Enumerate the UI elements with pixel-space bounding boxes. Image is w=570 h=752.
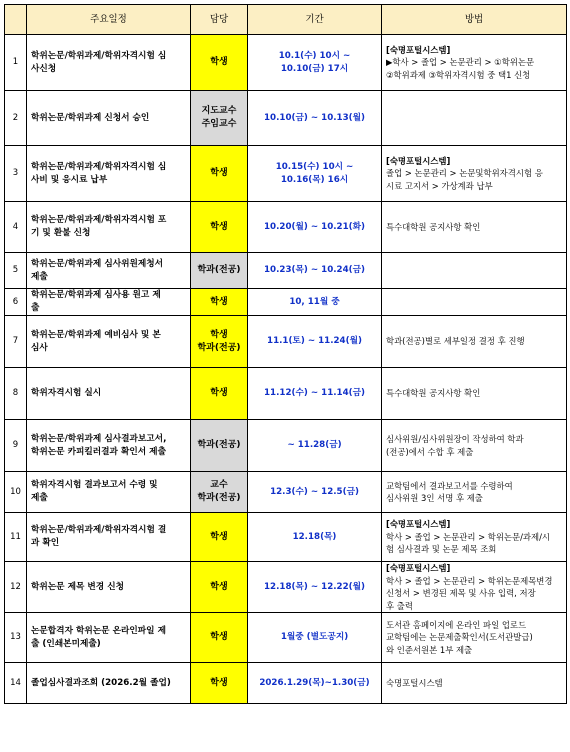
- schedule-row: [5, 613, 567, 663]
- period-line: 11.12(수) ~ 11.14(금): [264, 388, 365, 398]
- row-number: 10: [5, 472, 27, 513]
- owner-line: 학생: [210, 581, 228, 592]
- period-cell: [248, 253, 382, 289]
- schedule-row: [5, 35, 567, 91]
- owner-line: 학생: [210, 388, 228, 398]
- event-line: 심사: [31, 342, 48, 353]
- owner-line: 학과(전공): [197, 265, 241, 275]
- period-cell: [248, 146, 382, 202]
- event-line: 사신청: [31, 63, 57, 74]
- period-line: 2026.1.29(목)~1.30(금): [259, 677, 370, 688]
- owner-cell: [191, 613, 248, 663]
- method-cell: [382, 35, 567, 91]
- event-cell: [27, 472, 191, 513]
- owner-cell: [191, 35, 248, 91]
- period-line: 1월중 (별도공지): [280, 632, 349, 642]
- method-cell: [382, 613, 567, 663]
- event-line: 학위논문 카피킬러결과 확인서 제출: [31, 446, 166, 457]
- period-line: 10.15(수) 10시 ~: [275, 161, 354, 172]
- method-cell: [382, 289, 567, 316]
- period-cell: [248, 368, 382, 420]
- method-title: [숙명포털시스템]: [386, 44, 451, 55]
- event-line: 학위논문/학위과제/학위자격시험 결: [31, 525, 167, 535]
- period-line: 10.23(목) ~ 10.24(금): [264, 265, 365, 275]
- method-line: 신청서 > 변경된 제목 및 사유 입력, 저장: [386, 588, 536, 598]
- event-cell: [27, 146, 191, 202]
- method-line: 교학팀에서 결과보고서를 수령하여: [386, 480, 513, 491]
- period-cell: [248, 420, 382, 472]
- method-title: [숙명포털시스템]: [386, 563, 451, 573]
- period-line: 10.1(수) 10시 ~: [278, 50, 351, 61]
- event-line: 학위자격시험 결과보고서 수령 및: [31, 480, 158, 490]
- event-line: 출: [31, 303, 40, 313]
- owner-cell: [191, 91, 248, 146]
- event-line: 기 및 환불 신청: [31, 228, 91, 238]
- method-cell: [382, 316, 567, 368]
- schedule-row: [5, 663, 567, 704]
- owner-line: 학과(전공): [197, 342, 241, 353]
- schedule-row: [5, 146, 567, 202]
- period-line: 12.18(목) ~ 12.22(월): [264, 581, 365, 592]
- method-line: 졸업 > 논문관리 > 논문및학위자격시험 응: [386, 168, 543, 179]
- method-title: [숙명포털시스템]: [386, 155, 451, 166]
- period-line: ~ 11.28(금): [287, 440, 342, 450]
- owner-cell: [191, 316, 248, 368]
- schedule-row: [5, 562, 567, 613]
- method-cell: [382, 420, 567, 472]
- header-event: 주요일정: [27, 5, 191, 35]
- header-method: 방법: [382, 5, 567, 35]
- owner-line: 학생: [210, 221, 228, 232]
- event-cell: [27, 613, 191, 663]
- method-cell: [382, 562, 567, 613]
- event-cell: [27, 91, 191, 146]
- row-number: 7: [5, 316, 27, 368]
- owner-line: 학생: [210, 329, 228, 340]
- method-cell: [382, 663, 567, 704]
- owner-line: 학생: [210, 296, 228, 307]
- owner-cell: [191, 663, 248, 704]
- method-line: (전공)에서 수합 후 제출: [386, 446, 474, 457]
- event-line: 학위논문/학위과제 심사위원제청서: [31, 258, 164, 269]
- row-number: 9: [5, 420, 27, 472]
- event-line: 학위논문/학위과제 심사용 원고 제: [31, 290, 161, 300]
- event-line: 출 (인쇄본미제출): [31, 638, 101, 649]
- period-line: 10.10(금) ~ 10.13(월): [264, 112, 365, 123]
- owner-cell: [191, 562, 248, 613]
- method-line: 와 인준서원본 1부 제출: [386, 644, 473, 655]
- row-number: 6: [5, 289, 27, 316]
- period-cell: [248, 289, 382, 316]
- owner-line: 학생: [210, 677, 228, 688]
- method-cell: [382, 146, 567, 202]
- owner-cell: [191, 253, 248, 289]
- owner-cell: [191, 368, 248, 420]
- owner-line: 학생: [210, 632, 228, 642]
- event-cell: [27, 420, 191, 472]
- schedule-row: [5, 513, 567, 562]
- method-cell: [382, 472, 567, 513]
- event-cell: [27, 368, 191, 420]
- method-line: 심사위원/심사위원장이 작성하여 학과: [386, 434, 524, 444]
- period-line: 10.16(목) 16시: [280, 174, 349, 185]
- event-line: 제출: [31, 271, 48, 282]
- method-line: 특수대학원 공지사항 확인: [386, 388, 481, 399]
- event-line: 학위논문/학위과제/학위자격시험 심: [31, 161, 167, 172]
- schedule-table: [4, 4, 567, 704]
- owner-line: 학과(전공): [197, 493, 241, 503]
- row-number: 8: [5, 368, 27, 420]
- method-line: 학과(전공)별로 세부일정 결정 후 진행: [386, 336, 525, 347]
- period-line: 10.10(금) 17시: [280, 63, 349, 74]
- period-cell: [248, 35, 382, 91]
- event-cell: [27, 253, 191, 289]
- event-line: 학위논문/학위과제/학위자격시험 심: [31, 50, 167, 61]
- period-cell: [248, 663, 382, 704]
- event-cell: [27, 316, 191, 368]
- owner-line: 학과(전공): [197, 440, 241, 450]
- event-line: 논문합격자 학위논문 온라인파일 제: [31, 625, 166, 636]
- method-title: [숙명포털시스템]: [386, 519, 451, 530]
- schedule-row: [5, 368, 567, 420]
- method-line: 특수대학원 공지사항 확인: [386, 221, 481, 232]
- row-number: 2: [5, 91, 27, 146]
- header-no: [5, 5, 27, 35]
- period-cell: [248, 613, 382, 663]
- method-line: 심사위원 3인 서명 후 제출: [386, 493, 483, 503]
- header-owner: 담당: [191, 5, 248, 35]
- owner-cell: [191, 513, 248, 562]
- period-cell: [248, 91, 382, 146]
- event-cell: [27, 289, 191, 316]
- event-line: 사비 및 응시료 납부: [31, 174, 108, 185]
- row-number: 14: [5, 663, 27, 704]
- event-cell: [27, 35, 191, 91]
- method-line: 후 출력: [386, 600, 413, 611]
- row-number: 4: [5, 202, 27, 253]
- method-line: ②학위과제 ③학위자격시험 중 택1 신청: [386, 69, 531, 80]
- owner-cell: [191, 289, 248, 316]
- period-cell: [248, 513, 382, 562]
- schedule-row: [5, 91, 567, 146]
- period-cell: [248, 562, 382, 613]
- period-cell: [248, 316, 382, 368]
- header-row: [5, 5, 567, 35]
- period-cell: [248, 202, 382, 253]
- row-number: 1: [5, 35, 27, 91]
- row-number: 11: [5, 513, 27, 562]
- method-line: 숙명포털시스템: [386, 677, 443, 688]
- header-period: 기간: [248, 5, 382, 35]
- method-line: ▶학사 > 졸업 > 논문관리 > ①학위논문: [386, 57, 535, 68]
- event-line: 제출: [31, 493, 48, 503]
- method-cell: [382, 253, 567, 289]
- owner-line: 학생: [210, 168, 228, 178]
- schedule-row: [5, 316, 567, 368]
- period-cell: [248, 472, 382, 513]
- row-number: 12: [5, 562, 27, 613]
- owner-cell: [191, 472, 248, 513]
- method-line: 도서관 홈페이지에 온라인 파일 업로드: [386, 619, 527, 630]
- period-line: 12.3(수) ~ 12.5(금): [270, 486, 359, 497]
- event-cell: [27, 562, 191, 613]
- event-line: 과 확인: [31, 538, 60, 548]
- row-number: 3: [5, 146, 27, 202]
- owner-line: 주임교수: [201, 119, 237, 129]
- schedule-body: [5, 35, 567, 704]
- owner-cell: [191, 420, 248, 472]
- event-cell: [27, 663, 191, 704]
- method-line: 험 심사결과 및 논문 제목 조회: [386, 544, 497, 555]
- event-line: 졸업심사결과조회 (2026.2월 졸업): [31, 677, 171, 688]
- event-line: 학위논문/학위과제 심사결과보고서,: [31, 433, 167, 444]
- period-line: 11.1(토) ~ 11.24(월): [267, 336, 362, 346]
- period-line: 10.20(월) ~ 10.21(화): [264, 221, 365, 232]
- method-line: 학사 > 졸업 > 논문관리 > 학위논문/과제/시: [386, 531, 551, 542]
- method-line: 시료 고지서 > 가상계좌 납부: [386, 180, 493, 191]
- row-number: 5: [5, 253, 27, 289]
- method-cell: [382, 368, 567, 420]
- owner-line: 학생: [210, 531, 228, 542]
- owner-cell: [191, 202, 248, 253]
- schedule-row: [5, 472, 567, 513]
- schedule-row: [5, 253, 567, 289]
- event-line: 학위논문 제목 변경 신청: [31, 581, 124, 592]
- owner-line: 지도교수: [201, 106, 237, 116]
- method-cell: [382, 202, 567, 253]
- method-cell: [382, 91, 567, 146]
- event-line: 학위논문/학위과제 예비심사 및 본: [31, 329, 161, 340]
- event-cell: [27, 513, 191, 562]
- owner-line: 학생: [210, 57, 228, 67]
- event-cell: [27, 202, 191, 253]
- period-line: 10, 11월 중: [289, 296, 340, 307]
- schedule-row: [5, 289, 567, 316]
- owner-line: 교수: [210, 480, 228, 490]
- method-line: 교학팀에는 논문제출확인서(도서관발급): [386, 632, 533, 643]
- schedule-row: [5, 420, 567, 472]
- owner-cell: [191, 146, 248, 202]
- event-line: 학위논문/학위과제 신청서 승인: [31, 112, 150, 123]
- row-number: 13: [5, 613, 27, 663]
- schedule-row: [5, 202, 567, 253]
- event-line: 학위논문/학위과제/학위자격시험 포: [31, 215, 167, 225]
- method-line: 학사 > 졸업 > 논문관리 > 학위논문제목변경: [386, 575, 553, 586]
- period-line: 12.18(목): [292, 531, 337, 542]
- method-cell: [382, 513, 567, 562]
- event-line: 학위자격시험 실시: [31, 388, 102, 398]
